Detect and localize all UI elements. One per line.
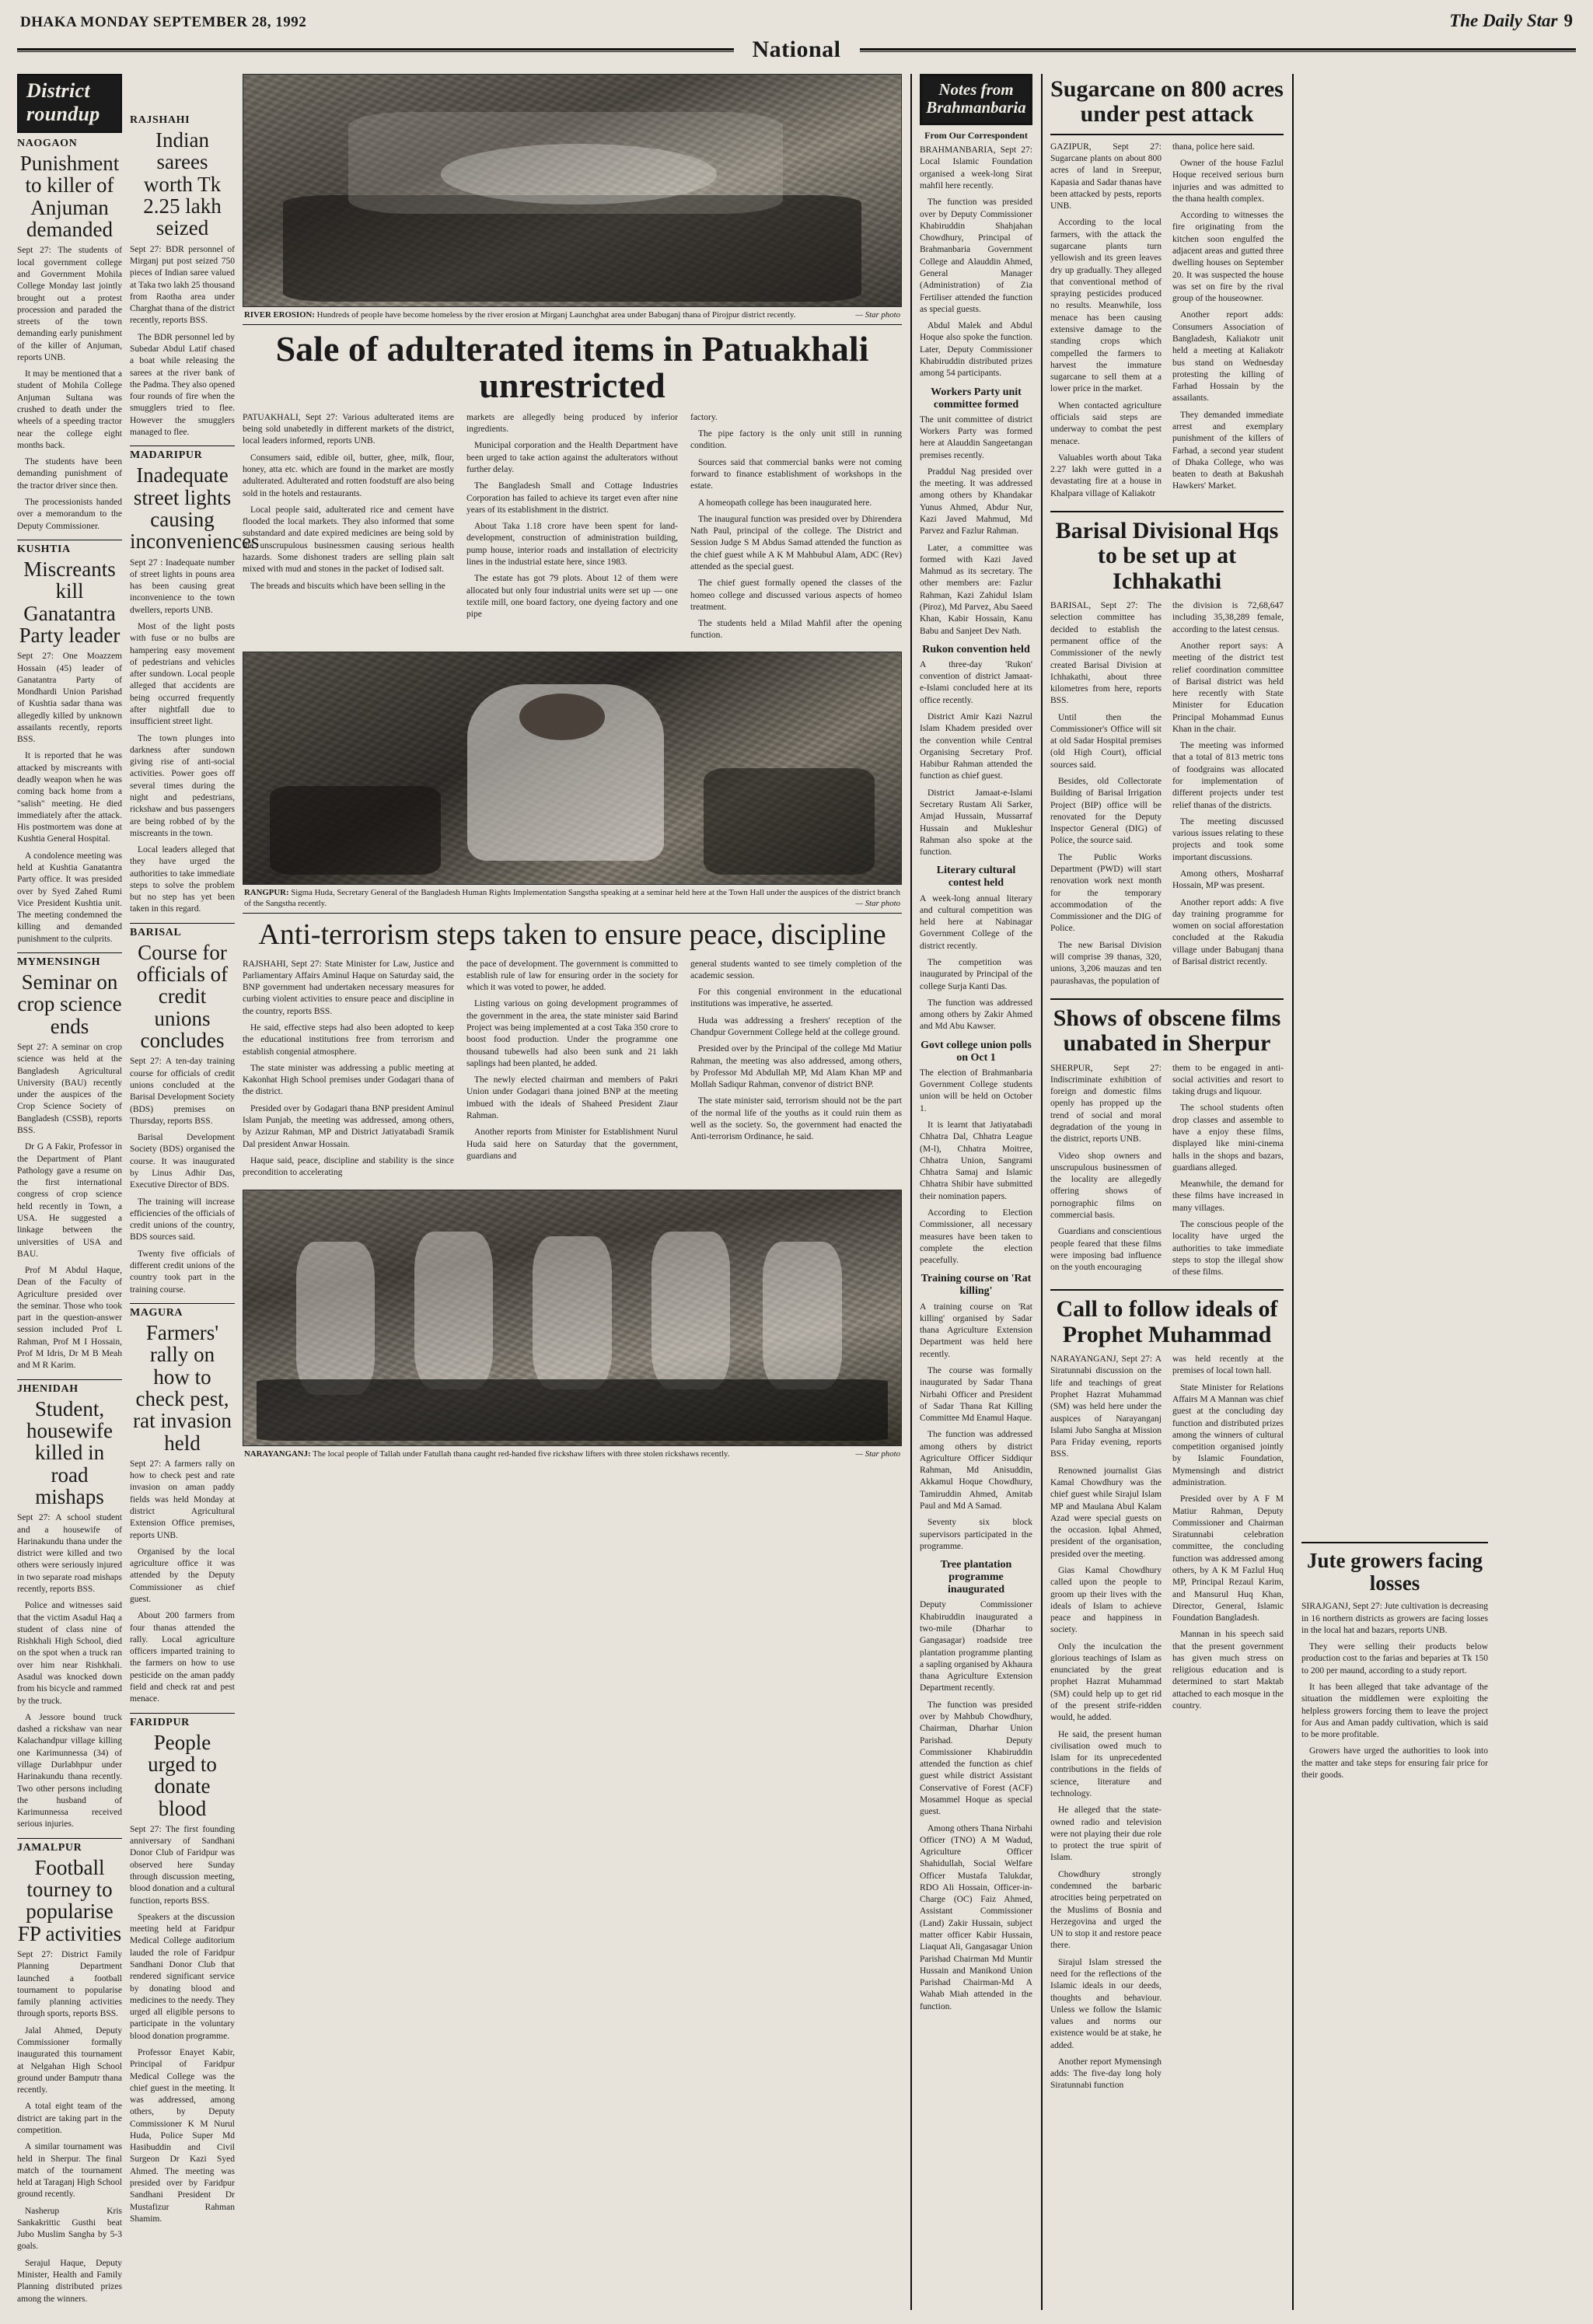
subhead-rat-killing-course: Training course on 'Rat killing' [921, 1273, 1032, 1298]
article-paragraph: They demanded immediate arrest and exemplary punishment of the killers of Farhad, a second year student of Dhaka College, who was beaten to death at Bakushah Hawkers' Market. [1172, 410, 1284, 491]
article-paragraph: According to the local farmers, with the attack the sugarcane plants turn yellowish and its green leaves dry up gradually. They alleged that conventional method of spraying pesticides produced no results. Meanwhile, loss menace has been causing extensive damage to the standing crops which compelled the farmers to harvest the immature sugarcane to sell them at a lower price in the market. [1050, 218, 1162, 394]
article-paragraph: general students wanted to see timely completion of the academic session. [690, 959, 902, 980]
caption-text: Hundreds of people have become homeless by the river erosion at Mirganj Launchghat area under Babuganj thana of Pirojpur district recently. [314, 310, 796, 320]
photo-rangpur-seminar [243, 652, 902, 885]
article-paragraph: Besides, old Collectorate Building of Barisal Irrigation Project (BIP) office will be renovated for the Deputy Inspector General (DIG) of Police, the source said. [1050, 777, 1162, 846]
article-paragraph: Nasherup Kris Sankakrittic Gusthi beat Jubo Muslim Sangha by 5-3 goals. [17, 2206, 122, 2252]
article-paragraph: Valuables worth about Taka 2.27 lakh were gutted in a devastating fire at a house in Khalpara village of Kaliakotr [1050, 453, 1162, 498]
article-headline: Inadequate street lights causing inconveniences [130, 463, 260, 554]
headline-anti-terrorism: Anti-terrorism steps taken to ensure peace, discipline [258, 917, 886, 951]
article-paragraph: Another reports from Minister for Establishment Nurul Huda said here on Saturday that the government, guardians and [466, 1127, 678, 1161]
article-paragraph: A week-long annual literary and cultural competition was held here at Nabinagar Government College of the district recently. [920, 893, 1032, 951]
article-paragraph: The state minister was addressing a public meeting at Kakonhat High School premises under Godagari thana of the district. [243, 1063, 454, 1097]
district-item [130, 1713, 235, 2226]
article-paragraph: The Public Works Department (PWD) will start renovation work next month for the temporary accommodation of the Commissioner and the DIG of Police. [1050, 852, 1162, 934]
article-paragraph: Chowdhury strongly condemned the barbaric atrocities being perpetrated on the Muslims of Bosnia and Herzegovina and urged the UN to stop it and restore peace there. [1050, 1869, 1162, 1951]
article-paragraph: A training course on 'Rat killing' organised by Sadar thana Agriculture Extension Department was held here recently. [920, 1302, 1032, 1359]
column-district-2 [130, 74, 260, 2310]
story-col-1 [1050, 1354, 1162, 2097]
column-rule [1041, 74, 1043, 2310]
place-label: MAGURA [130, 1303, 235, 1319]
photo-credit: — Star photo [855, 1449, 900, 1459]
article-paragraph: them to be engaged in anti-social activities and resort to taking drugs and liquour. [1172, 1063, 1284, 1097]
photo-caption [243, 1446, 902, 1463]
article-paragraph: When contacted agriculture officials said steps are underway to combat the pest menace. [1050, 400, 1162, 446]
article-headline: Seminar on crop science ends [17, 970, 122, 1038]
article-paragraph: It has been alleged that take advantage of the situation the middlemen were exploiting the helpless growers forcing them to leave the project for Aus and Aman paddy cultivation, which is said to be more profitable. [1301, 1683, 1488, 1740]
article-paragraph: A similar tournament was held in Sherpur. The final match of the tournament held at Taraganj High School ground recently. [17, 2142, 122, 2200]
column-brahmanbaria [920, 74, 1032, 2310]
photo-credit: — Star photo [855, 898, 900, 908]
article-paragraph: The meeting discussed various issues relating to these projects and took some important discussions. [1172, 816, 1284, 862]
article-paragraph: the pace of development. The government is committed to establish rule of law for ensuring order in the society for which it was voted to power, he added. [466, 959, 678, 993]
article-paragraph: The students have been demanding punishment of the tractor driver since then. [17, 457, 122, 491]
place-label: MYMENSINGH [17, 952, 122, 969]
subhead-college-union-polls: Govt college union polls on Oct 1 [921, 1039, 1032, 1064]
article-paragraph: Sept 27: The first founding anniversary of Sandhani Donor Club of Faridpur was observed here Sunday through discussion meeting, blood donation and a cultural function, reports BSS. [130, 1824, 235, 1906]
article-paragraph: Another report adds: A five day training programme for women on social afforestation concluded at the Rakudia village under Babuganj thana of Barisal district recently. [1172, 897, 1284, 966]
story-col-1 [1050, 142, 1162, 505]
district-item [17, 138, 122, 533]
article-paragraph: Another report says: A meeting of the district test relief coordination committee of Barisal district was held here recently with State Minister for Education Principal Mohammad Eunus Khan in the chair. [1172, 641, 1284, 734]
article-paragraph: Sirajul Islam stressed the need for the reflections of the Islamic ideals in our deeds, thoughts and behaviour. Unless we follow the Islamic values and norms our existence would be at stake, he added. [1050, 1957, 1162, 2050]
place-label: NAOGAON [17, 138, 78, 149]
photo-caption [243, 885, 902, 914]
rule [1301, 1542, 1488, 1543]
column-far-right [1301, 74, 1488, 2310]
article-paragraph: Twenty five officials of different credit unions of the country took part in the training course. [130, 1249, 235, 1295]
district-item [17, 1379, 122, 1831]
article-paragraph: Only the inculcation the glorious teachings of Islam as enunciated by the great prophet Hazrat Muhammad (SM) could help up to get rid of the present strife-ridden would, he added. [1050, 1641, 1162, 1723]
article-paragraph: A Jessore bound truck dashed a rickshaw van near Kalachandpur village killing one Karimunnessa (34) of village Durlabhpur under Harinakundu thana recently. Two other persons including the husband of Karimunnessa received serious injuries. [17, 1712, 122, 1829]
article-paragraph: Another report adds: Consumers Association of Bangladesh, Kaliakotr unit held a meeting at Kaliakotr bus stand on Wednesday protesting the killing of Farhad Hossain by the assailants. [1172, 310, 1284, 404]
article-paragraph: The breads and biscuits which have been selling in the [250, 581, 445, 591]
story-col-1 [243, 412, 454, 647]
article-paragraph: Sept 27: A school student and a housewife of Harinakundu thana under the district were killed and two others were seriously injured in two separate road mishaps recently, reports BSS. [17, 1513, 122, 1594]
article-paragraph: It is reported that he was attacked by miscreants with deadly weapon when he was coming back home from a "salish" meeting. He died immediately after the attack. His postmortem was done at Kushtia General Hospital. [17, 751, 122, 844]
photo-shape [533, 1236, 612, 1389]
article-paragraph: Sept 27: A seminar on crop science was held at the Bangladesh Agricultural University (BAU) recently under the auspices of the Crop Science Society of Bangladesh (CSSB), reports BSS. [17, 1043, 122, 1135]
place-label: FARIDPUR [130, 1713, 235, 1729]
article-paragraph: The processionists handed over a memorandum to the Deputy Commissioner. [17, 498, 122, 531]
article-paragraph: Sept 27: The students of local government college and Government Mohila College Monday last jointly brought out a protest procession and paraded the streets of the town demanding early punishment of the killer of Anjuman, reports UNB. [17, 246, 122, 362]
article-paragraph: Sept 27: A ten-day training course for officials of credit unions concluded at the Barisal Development Society (BDS) premises on Thursday, reports BSS. [130, 1057, 235, 1126]
article-paragraph: The new Barisal Division will comprise 39 thanas, 320, unions, 3,206 mauzas and ten paurashavas, the population of [1050, 940, 1162, 986]
caption-text: Sigma Huda, Secretary General of the Bangladesh Human Rights Implementation Sangstha speaking at a seminar held here at the Town Hall under the auspices of the district branch of the Sangstha recently. [244, 887, 900, 908]
spacer [130, 74, 235, 110]
article-paragraph: The function was addressed among others by district Agriculture Officer Siddiqur Rahman, Md Anisuddin, Akkamul Hoque Chowdhury, Tamiruddin Ahmed, Amitab Paul and Md A Samad. [920, 1430, 1032, 1511]
article-paragraph: A total eight team of the district are taking part in the competition. [17, 2102, 122, 2135]
article-paragraph: the division is 72,68,647 including 35,38,289 female, according to the latest census. [1172, 601, 1284, 634]
caption-location: NARAYANGANJ: [244, 1449, 311, 1459]
district-roundup-title: District roundup [17, 74, 122, 133]
article-paragraph: NARAYANGANJ, Sept 27: A Siratunnabi discussion on the life and teachings of great Prophet Hazrat Muhammad (SM) was held here under the auspices of Narayanganj Islami Jubo Sangha at Mission Para Friday evening, reports BSS. [1050, 1354, 1162, 1459]
subhead-workers-party: Workers Party unit committee formed [931, 386, 1022, 411]
article-paragraph: The school students often drop classes and assemble to have a enjoy these films, displayed like mini-cinema halls in the shops and bazars, guardians alleged. [1172, 1103, 1284, 1172]
rule-right [860, 48, 1577, 52]
article-paragraph: The election of Brahmanbaria Government College students union will be held on October 1. [920, 1068, 1032, 1113]
headline-prophet-ideals: Call to follow ideals of Prophet Muhammad [1056, 1296, 1278, 1347]
caption-location: RANGPUR: [244, 887, 289, 897]
headline-jute-growers: Jute growers facing losses [1307, 1549, 1483, 1595]
story-columns [243, 412, 902, 647]
caption-text: The local people of Tallah under Fatullah thana caught red-handed five rickshaw lifters with three stolen rickshaws recently. [310, 1449, 730, 1459]
article-paragraph: was held recently at the premises of local town hall. [1172, 1354, 1284, 1376]
place-label: JHENIDAH [17, 1379, 122, 1396]
article-paragraph: The estate has got 79 plots. About 12 of them were allocated but only four industrial units were set up — one textile mill, one board factory, one dyeing factory and one pipe [466, 574, 678, 620]
story-col-1 [243, 959, 454, 1184]
photo-shape [704, 768, 875, 875]
article-paragraph: Local leaders alleged that they have urged the authorities to take immediate steps to solve the problem but no step has yet been taken in this regard. [130, 845, 235, 914]
article-paragraph: Gias Kamal Chowdhury called upon the people to groom up their lives with the ideals of Islam to achieve peace and happiness in society. [1050, 1565, 1162, 1635]
article-paragraph: GAZIPUR, Sept 27: Sugarcane plants on about 800 acres of land in Sreepur, Kapasia and Sadar thanas have been attacked by pests, reports UNB. [1050, 142, 1162, 211]
article-paragraph: The chief guest formally opened the classes of the homeo college and discussed various aspects of homeo treatment. [690, 578, 902, 612]
article-paragraph: Speakers at the discussion meeting held at Faridpur Medical College auditorium lauded the role of Faridpur Sandhani Donor Club that rendered significant service by donating blood and medicines to the needy. They urged all eligible persons to participate in the voluntary blood donation programme. [130, 1912, 235, 2041]
article-paragraph: SIRAJGANJ, Sept 27: Jute cultivation is decreasing in 16 northern districts as growers are facing losses in the local hat and bazars, reports UNB. [1301, 1602, 1488, 1635]
story-columns [1050, 142, 1284, 505]
article-paragraph: Haque said, peace, discipline and stability is the since precondition to accelerating [243, 1155, 454, 1178]
photo-shape [296, 1242, 376, 1395]
rule [1050, 1289, 1284, 1291]
spacer [1301, 74, 1488, 1536]
article-paragraph: Renowned journalist Gias Kamal Chowdhury was the chief guest while Sirajul Islam MP and Maulana Abul Kalam Azad were special guests on the occasion. Iqbal Ahmed, president of the organisation, presided over the meeting. [1050, 1466, 1162, 1559]
article-paragraph: The pipe factory is the only unit still in running condition. [690, 429, 902, 451]
article-paragraph: It may be mentioned that a student of Mohila College Anjuman Sultana was crushed to death under the wheels of a speeding tractor near the college eight months back. [17, 369, 122, 450]
article-paragraph: According to witnesses the fire originating from the kitchen soon engulfed the adjacent areas and gutted three dwelling houses on September 20. It was suspected the house was set on fire by the rival group of the houseowner. [1172, 211, 1284, 304]
article-paragraph: Among others, Mosharraf Hossain, MP was present. [1172, 869, 1284, 891]
article-paragraph: A condolence meeting was held at Kushtia Ganatantra Party office. It was presided over by Syed Zahed Rumi Vice President Kushtia unit. The meeting condemned the killing and demanded punishment to the culprits. [17, 851, 122, 944]
article-paragraph: Police and witnesses said that the victim Asadul Haq a student of class nine of Rishkhali High School, died on the spot when a truck ran over him near Rishkhali. Asadul was knocked down from his bicycle and rammed by the truck. [17, 1601, 122, 1706]
article-paragraph: Professor Enayet Kabir, Principal of Faridpur Medical College was the chief guest in the meeting. It was addressed, among others, by Deputy Commissioner K M Nurul Huda, Police Super Md Hasibuddin and Civil Surgeon Dr Kazi Syed Ahmed. The meeting was presided over by Faridpur Sandhani President Dr Mustafizur Rahman Shamim. [130, 2047, 235, 2224]
column-center [243, 74, 902, 2310]
article-paragraph: Deputy Commissioner Khabiruddin inaugurated a two-mile (Dharhar to Gangasagar) roadside tree plantation programme planting a sapling organised by Akhaura thana Agriculture Extension Department recently. [920, 1600, 1032, 1693]
article-paragraph: The course was formally inaugurated by Sadar Thana Nirbahi Officer and President of Sadar Thana Rat Killing Committee Md Enamul Haque. [920, 1365, 1032, 1424]
rule [1050, 998, 1284, 1000]
subhead-tree-plantation: Tree plantation programme inaugurated [940, 1559, 1012, 1596]
article-paragraph: About 200 farmers from four thanas attended the rally. Local agriculture officers imparted training to the farmers on how to use pesticide on the aman paddy field and check rat and pest menace. [130, 1611, 235, 1704]
rule-left [17, 48, 734, 52]
headline-barisal-hq: Barisal Divisional Hqs to be set up at Ichhakathi [1055, 517, 1279, 594]
place-label: MADARIPUR [130, 446, 235, 462]
article-paragraph: Seventy six block supervisors participated in the programme. [920, 1518, 1032, 1551]
district-item [17, 1838, 122, 2305]
subhead-literary-contest: Literary cultural contest held [936, 865, 1016, 889]
article-paragraph: Sept 27: One Moazzem Hossain (45) leader of Ganatantra Party of Mondhardi Union Parishad of Kushtia sadar thana was allegedly killed by unknown assailants recently, reports BSS. [17, 652, 122, 745]
story-col-1 [1050, 600, 1162, 992]
rule [1050, 511, 1284, 512]
article-paragraph: Jalal Ahmed, Deputy Commissioner formally inaugurated this tournament at Nelgahan High School ground under Bamputr thana recently. [17, 2025, 122, 2095]
article-paragraph: The newly elected chairman and members of Pakri Union under Godagari thana joined BNP at the meeting imbued with the ideals of Shaheed President Ziaur Rahman. [466, 1075, 678, 1120]
photo-shape [519, 694, 605, 740]
story-columns [243, 959, 902, 1184]
article-paragraph: PATUAKHALI, Sept 27: Various adulterated items are being sold unabetedly in different markets of the district, local leaders informed, reports UNB. [243, 412, 454, 446]
story-col-3 [690, 959, 902, 1184]
article-paragraph: Later, a committee was formed with Kazi Javed Mahmud as its secretary. The other members are: Fazlur Rahman, Kazi Zahidul Islam (Piroz), Md Parvez, Abu Saeed Khan, Kabir Hossain, Kanu Babu and Sanjeet Dev Nath. [920, 543, 1032, 636]
article-paragraph: Guardians and conscientious people feared that these films were imposing bad influence on the youth encouraging [1050, 1227, 1162, 1273]
article-paragraph: Local people said, adulterated rice and cement have flooded the local markets. They also informed that some substandard and date expired medicines are being sold by the unscrupulous businessmen causing serious health hazards. Some dishonest traders are selling plain salt mixed with mud and stones in the packet of Iodised salt. [243, 505, 454, 575]
article-paragraph: Sept 27: BDR personnel of Mirganj put post seized 750 pieces of Indian saree valued at Taka two lakh 25 thousand from Raotha area under Charghat thana of the district recently, reports BSS. [130, 244, 235, 326]
article-paragraph: Organised by the local agriculture office it was attended by the Deputy Commissioner as chief guest. [130, 1546, 235, 1604]
article-paragraph: Presided over by A F M Matiur Rahman, Deputy Commissioner and Chairman Siratunnabi celebration committee, the concluding function was addressed among others, by A K M Fazlul Huq MP, Principal Rezaul Karim, and Mansurul Huq Khan, Director, General, Islamic Foundation Bangladesh. [1172, 1494, 1284, 1623]
article-paragraph: The meeting was informed that a total of 813 metric tons of foodgrains was allocated for implementation of different projects under test relief thanas of the districts. [1172, 741, 1284, 810]
photo-shape [763, 1242, 842, 1389]
story-columns [1050, 600, 1284, 992]
article-headline: Course for officials of credit unions concludes [136, 940, 229, 1053]
article-paragraph: The conscious people of the locality have urged the authorities to take immediate steps to stop the illegal show of these films. [1172, 1219, 1284, 1277]
district-item [130, 923, 235, 1296]
article-paragraph: BRAHMANBARIA, Sept 27: Local Islamic Foundation organised a week-long Sirat mahfil here recently. [920, 145, 1032, 191]
article-paragraph: Presided over by Godagari thana BNP president Aminul Islam Punjab, the meeting was addressed, among others, by Azizur Rahman, MP and District Jatiyatabadi Sramik Dal president Anwar Hossain. [243, 1103, 454, 1149]
article-paragraph: BARISAL, Sept 27: The selection committee has decided to establish the permanent office of the Commissioner of the newly created Barisal Division at Ichhakathi, about three kilometres from here, reports BSS. [1050, 601, 1162, 706]
byline: From Our Correspondent [924, 130, 1028, 142]
article-paragraph: The town plunges into darkness after sundown giving rise of anti-social activities. Power goes off several times during the night and pedestrians, rickshaw and bus passengers are being robbed of by the miscreants in the town. [130, 733, 235, 838]
article-paragraph: The training will increase efficiencies of the officials of credit unions of the country, BDS sources said. [130, 1197, 235, 1242]
page-grid [17, 68, 1576, 2310]
article-paragraph: He said, the present human civilisation owed much to Islam for its unprecedented contributions in the fields of science, literature and technology. [1050, 1729, 1162, 1799]
photo-credit: — Star photo [855, 310, 900, 320]
article-headline: Miscreants kill Ganatantra Party leader [19, 557, 121, 647]
story-columns [1050, 1354, 1284, 2097]
article-paragraph: The unit committee of district Workers Party was formed here at Alauddin Sangeetangan premises recently. [920, 414, 1032, 460]
place-label: BARISAL [130, 923, 235, 939]
article-paragraph: The state minister said, terrorism should not be the part of the normal life of the youths as it could ruin them as well as the society. So, the government had enacted the Anti-terrorism Ordinance, he said. [690, 1096, 902, 1142]
article-paragraph: Among others Thana Nirbahi Officer (TNO) A M Wadud, Agriculture Officer Shahidullah, Social Welfare Officer Mustafa Talukdar, RDO Ali Hossain, Officer-in-Charge (OC) Faiz Ahmed, Assistant Commissioner (Land) Zakir Hussain, subject matter officer Kabir Hussain, Liaquat Ali, Gangasagar Union Parishad Chairman Md Muntir Hussain and Manikond Union Parishad Chairman-Md A Wahab Miah attended in the function. [920, 1823, 1032, 2011]
article-paragraph: SHERPUR, Sept 27: Indiscriminate exhibition of foreign and domestic films openly has propped up the trend of social and moral degradation of the young in the district, reports UNB. [1050, 1063, 1162, 1145]
paper-title: The Daily Star [1449, 11, 1558, 30]
article-paragraph: Dr G A Fakir, Professor in the Department of Plant Pathology gave a resume on the first international congress of crop science held recently in Town, a USA. He suggested a linkage between the universities of USA and BAU. [17, 1142, 122, 1259]
caption-location: RIVER EROSION: [244, 310, 315, 320]
article-paragraph: According to Election Commissioner, all necessary measures have been taken to complete the election peacefully. [920, 1207, 1032, 1266]
article-paragraph: Most of the light posts with fuse or no bulbs are hampering easy movement of pedestrians and vehicles after sundown. Local people alleged that accidents are being occurred frequently after nightfall due to insufficient street light. [130, 622, 235, 727]
photo-river-erosion [243, 74, 902, 307]
masthead [17, 11, 1576, 34]
article-paragraph: He said, effective steps had also been adopted to keep the educational institutions free from terrorism and establish congenial atmosphere. [243, 1022, 454, 1057]
article-paragraph: The students held a Milad Mahfil after the opening function. [690, 619, 902, 641]
column-district-1 [17, 74, 122, 2310]
district-item [130, 446, 260, 916]
article-paragraph: markets are allegedly being produced by inferior ingredients. [466, 412, 678, 435]
article-paragraph: Praddul Nag presided over the meeting. It was addressed among others by Khandakar Yunus Ahmed, Abdur Nur, Kazi Javed Mahmud, Md Parvez and Fazlur Rahman. [920, 467, 1032, 536]
district-item [130, 114, 235, 439]
article-headline: Farmers' rally on how to check pest, rat invasion held [133, 1320, 232, 1455]
place-label: KUSHTIA [17, 540, 122, 556]
article-paragraph: Mannan in his speech said that the present government has given much stress on religious education and is determined to start Maktab attached to each mosque in the country. [1172, 1630, 1284, 1711]
article-paragraph: Listing various on going development programmes of the government in the area, the state minister said Barind Project was being implemented at a cost Taka 350 crore to boost food production. Under the programme one thousand tubewells had also been sunk and 21 lakh saplings had been planted, he added. [466, 999, 678, 1068]
article-paragraph: A three-day 'Rukon' convention of district Jamaat-e-Islami concluded here at its office recently. [920, 659, 1032, 705]
issue-date: DHAKA MONDAY SEPTEMBER 28, 1992 [20, 14, 307, 30]
article-paragraph: Prof M Abdul Haque, Dean of the Faculty of Agriculture presided over the seminar. Those who took part in the question-answer session included Prof L Rahman, Prof M I Hossain, Prof M Idris, Dr M B Meah and M R Karim. [17, 1266, 122, 1371]
photo-shape [270, 786, 441, 874]
article-paragraph: Serajul Haque, Deputy Minister, Health and Family Planning distributed prizes among the winners. [17, 2258, 122, 2304]
photo-caption [243, 307, 902, 325]
article-paragraph: About Taka 1.18 crore have been spent for land-development, construction of administration building, pump house, interior roads and installation of electricity lines in the industrial estate here, since 1983. [466, 522, 678, 567]
place-label: RAJSHAHI [130, 114, 190, 126]
article-paragraph: The competition was inaugurated by Principal of the college Surja Kanti Das. [920, 957, 1032, 991]
article-paragraph: Sept 27 : Inadequate number of street lights in pouns area has been causing great inconvenience to the town dwellers, reports UNB. [130, 557, 235, 615]
article-paragraph: The function was presided over by Deputy Commissioner Khabiruddin Shahjahan Chowdhury, Principal of Brahmanbaria Government College and Alauddin Ahmed, General Manager (Administration) of Zia Fertiliser attended the function as special guests. [920, 197, 1032, 314]
rule [1050, 134, 1284, 135]
story-col-2 [466, 959, 678, 1184]
subhead-rukon-convention: Rukon convention held [922, 643, 1030, 655]
photo-shape [652, 1232, 731, 1389]
district-item [17, 952, 122, 1372]
lead-headline-adulterated: Sale of adulterated items in Patuakhali unrestricted [275, 329, 869, 405]
story-col-2 [1172, 142, 1284, 505]
story-col-3 [690, 412, 902, 647]
article-headline: Student, housewife killed in road mishaps [26, 1396, 113, 1508]
district-item [17, 540, 122, 945]
article-paragraph: RAJSHAHI, Sept 27: State Minister for Law, Justice and Parliamentary Affairs Aminul Haque on Saturday said, the BNP government had undertaken necessary measures for curbing violent activities to ensure peace and discipline in the country, reports BSS. [243, 959, 454, 1016]
article-paragraph: For this congenial environment in the educational institutions was imperative, he asserted. [690, 987, 902, 1009]
article-paragraph: Barisal Development Society (BDS) organised the course. It was inaugurated by Linus Adhir Das, Executive Director of BDS. [130, 1133, 235, 1190]
article-paragraph: The Bangladesh Small and Cottage Industries Corporation has failed to achieve its target even after nine years of its establishment in the district. [466, 481, 678, 515]
headline-sugarcane: Sugarcane on 800 acres under pest attack [1050, 76, 1284, 128]
photo-shape [414, 1232, 494, 1389]
article-paragraph: thana, police here said. [1172, 142, 1255, 152]
article-headline: Punishment to killer of Anjuman demanded [19, 152, 120, 242]
article-paragraph: Abdul Malek and Abdul Hoque also spoke the function. Later, Deputy Commissioner Khabiruddin distributed prizes among 54 participants. [920, 321, 1032, 379]
column-rule [910, 74, 912, 2310]
place-label: JAMALPUR [17, 1838, 122, 1854]
photo-narayanganj-rickshaw [243, 1190, 902, 1446]
section-strip [17, 34, 1576, 68]
article-paragraph: Sept 27: A farmers rally on how to check pest and rate invasion on aman paddy fields was held Monday at district Agricultural Extension Office premises, reports UNB. [130, 1459, 235, 1540]
article-paragraph: A homeopath college has been inaugurated here. [698, 498, 872, 508]
article-headline: People urged to donate blood [148, 1730, 217, 1820]
article-paragraph: State Minister for Relations Affairs M A Mannan was chief guest at the concluding day function and distributed prizes among the winners of cultural competition organised jointly by Islamic Foundation, Mymensingh and district administration. [1172, 1382, 1284, 1487]
story-columns [1050, 1063, 1284, 1284]
article-paragraph: Growers have urged the authorities to look into the matter and take steps for ensuring fair price for their goods. [1301, 1746, 1488, 1780]
story-col-2 [1172, 1063, 1284, 1284]
story-col-2 [1172, 1354, 1284, 2097]
article-paragraph: Owner of the house Fazlul Hoque received serious burn injuries and was admitted to the thana health complex. [1172, 159, 1284, 204]
page-number: 9 [1563, 11, 1573, 30]
column-rule [1292, 74, 1294, 2310]
article-paragraph: Another report Mymensingh adds: The five-day long holy Siratunnabi function [1050, 2057, 1162, 2091]
article-headline: Football tourney to popularise FP activities [17, 1855, 122, 1945]
article-paragraph: The function was presided over by Mahbub Chowdhury, Chairman, Dharhar Union Parishad. Deputy Commissioner Khabiruddin attended the function as chief guest while district Assistant Conservative of Forest (ACF) Mosammel Hoque as special guest. [920, 1700, 1032, 1817]
column-right-wide [1050, 74, 1284, 2310]
article-paragraph: Municipal corporation and the Health Department have been urged to take action against the adulterators without further delay. [466, 441, 678, 474]
article-paragraph: The inaugural function was presided over by Dhirendera Nath Paul, principal of the college. The District and Session Judge S M Abdus Samad attended the function as the chief guest while A K M Mahbubul Alam, ADC (Rev) attended as the special guest. [690, 514, 902, 571]
article-paragraph: Video shop owners and unscrupulous businessmen of the locality are allegedly offering shows of pornographic films on commercial basis. [1050, 1151, 1162, 1220]
article-paragraph: Huda was addressing a freshers' reception of the Chandpur Government College held at the college ground. [690, 1015, 902, 1037]
article-paragraph: The function was addressed among others by Zakir Ahmed and Md Abu Kawser. [920, 998, 1032, 1032]
article-paragraph: factory. [690, 412, 718, 422]
article-paragraph: District Amir Kazi Nazrul Islam Khadem presided over the convention while Central Organising Secretary Prof. Habibur Rahman attended the function as chief guest. [920, 712, 1032, 781]
section-name: National [752, 37, 841, 62]
article-paragraph: Until then the Commissioner's Office will sit at old Sadar Hospital premises (old High Court), official sources said. [1050, 712, 1162, 770]
article-paragraph: Meanwhile, the demand for these films have increased in many villages. [1172, 1179, 1284, 1213]
headline-obscene-films: Shows of obscene films unabated in Sherpur [1053, 1005, 1281, 1057]
article-paragraph: Consumers said, edible oil, butter, ghee, milk, flour, honey, atta etc. which are found in the market are mostly adulterated. Adulterated and rotten foodstuff are also being sold in the hotels and restaurants. [243, 453, 454, 498]
story-col-1 [1050, 1063, 1162, 1284]
story-col-2 [466, 412, 678, 647]
article-paragraph: Sources said that commercial banks were not coming forward to finance establishment of workshops in the estate. [690, 457, 902, 491]
article-paragraph: He alleged that the state-owned radio and television were not playing their due role to protect the true spirit of Islam. [1050, 1805, 1162, 1863]
notes-brahmanbaria-title: Notes from Brahmanbaria [920, 74, 1032, 125]
article-paragraph: District Jamaat-e-Islami Secretary Rustam Ali Sarker, Amjad Hussain, Mussarraf Hussain and Mukleshur Rahman also spoke at the function. [920, 788, 1032, 858]
article-paragraph: They were selling their products below production cost to the farias and beparies at Tk 150 to 200 per maund, according to a study report. [1301, 1642, 1488, 1676]
district-item [130, 1303, 235, 1706]
photo-shape [441, 144, 717, 204]
photo-shape [257, 1379, 888, 1441]
article-headline: Indian sarees worth Tk 2.25 lakh seized [143, 128, 222, 240]
article-paragraph: Presided over by the Principal of the college Md Matiur Rahman, the meeting was also addressed, among others, by Professor Md Abdullah MP, Md Alam Khan MP and Mollah Sadiqur Rahman, convenor of district BNP. [690, 1044, 902, 1090]
article-paragraph: Sept 27: District Family Planning Department launched a football tournament to popularise family planning activities through sports, reports BSS. [17, 1950, 122, 2019]
article-paragraph: It is learnt that Jatiyatabadi Chhatra Dal, Chhatra League (M-l), Chhatra Moitree, Chhatra Union, Sangrami Chhatra Samaj and Islamic Chhatra Shibir have submitted their nomination papers. [920, 1120, 1032, 1201]
article-paragraph: The BDR personnel led by Subedar Abdul Latif chased a boat while releasing the sarees at the river bank of the Padma. They also opened four rounds of fire when the smugglers tried to flee. However the smugglers managed to flee. [130, 332, 235, 437]
story-col-2 [1172, 600, 1284, 992]
